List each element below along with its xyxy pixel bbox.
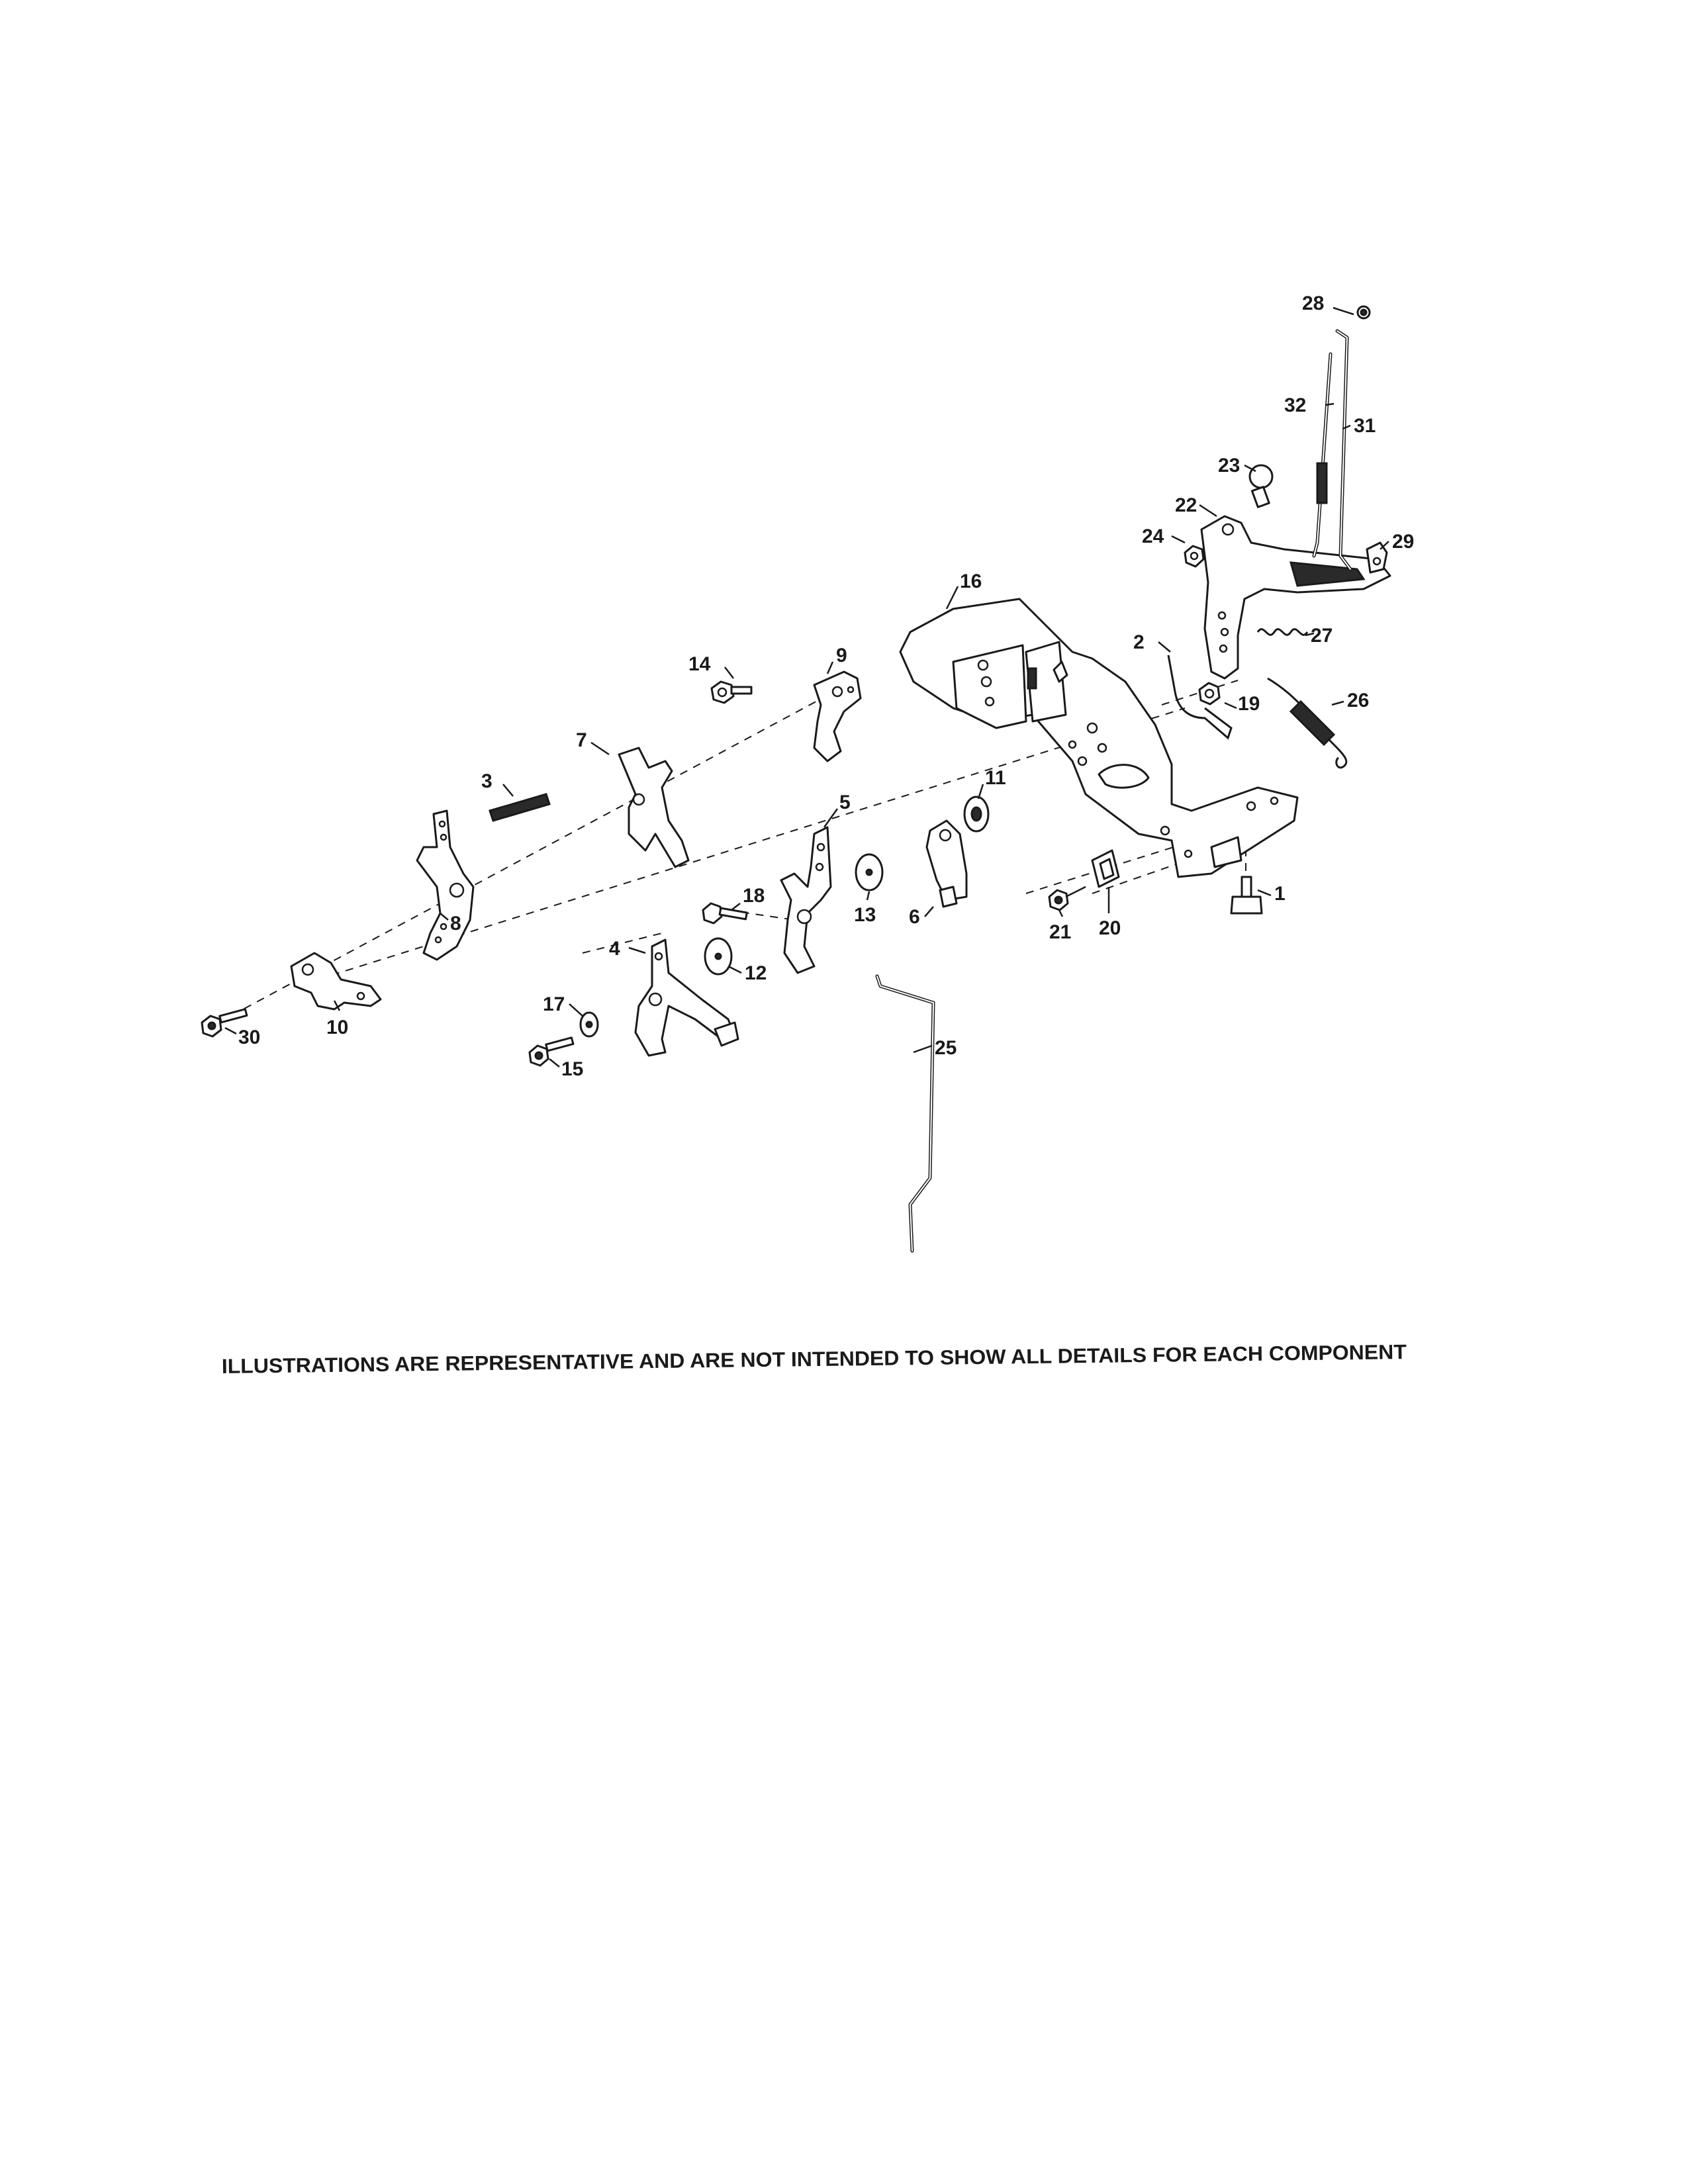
part-6-arm: [927, 821, 966, 907]
part-13-washer: [856, 854, 882, 890]
callout-19: 19: [1238, 693, 1260, 715]
part-28-cotter-pin: [1358, 306, 1370, 318]
part-23-knob: [1250, 465, 1272, 507]
callout-22: 22: [1175, 494, 1197, 516]
callout-25: 25: [935, 1037, 957, 1059]
callout-24: 24: [1142, 525, 1164, 547]
part-25-rod: [877, 976, 933, 1251]
callout-2: 2: [1133, 631, 1145, 653]
part-14-nut: [712, 682, 751, 703]
callout-3: 3: [481, 770, 492, 792]
part-29-clip: [1367, 543, 1387, 572]
callout-4: 4: [609, 938, 620, 960]
callout-6: 6: [909, 906, 920, 928]
callout-20: 20: [1099, 917, 1121, 939]
disclaimer-text: ILLUSTRATIONS ARE REPRESENTATIVE AND ARE NOT INTENDED TO SHOW ALL DETAILS FOR EACH COMPONENT: [221, 1340, 1370, 1378]
part-32-rod-with-spring: [1314, 354, 1331, 556]
callout-14: 14: [688, 653, 711, 675]
callout-18: 18: [743, 885, 765, 907]
callout-1: 1: [1274, 883, 1286, 905]
part-21-bolt: [1049, 887, 1086, 910]
callout-23: 23: [1218, 455, 1241, 477]
callout-16: 16: [960, 570, 982, 592]
part-20-clip-bracket: [1092, 850, 1119, 887]
callout-5: 5: [839, 792, 851, 813]
callout-32: 32: [1284, 394, 1307, 416]
part-27-small-spring: [1258, 629, 1307, 635]
part-7-bracket: [619, 748, 688, 867]
callout-30: 30: [238, 1026, 261, 1048]
part-11-washer: [964, 797, 988, 831]
callout-9: 9: [836, 645, 847, 666]
callout-7: 7: [576, 729, 587, 751]
part-19-nut: [1199, 683, 1219, 704]
callout-27: 27: [1311, 625, 1333, 647]
callout-21: 21: [1049, 921, 1072, 943]
part-1-bolt: [1231, 877, 1262, 913]
callout-15: 15: [561, 1058, 584, 1080]
callout-29: 29: [1392, 531, 1415, 553]
part-22-lever-plate: [1201, 516, 1390, 678]
part-31-rod: [1337, 331, 1350, 569]
part-9-link: [814, 672, 861, 761]
callout-10: 10: [326, 1017, 349, 1038]
callout-31: 31: [1354, 415, 1376, 437]
part-26-extension-spring: [1268, 678, 1346, 768]
part-5-lever: [781, 827, 831, 973]
part-17-washer: [581, 1013, 598, 1036]
callout-11: 11: [985, 767, 1006, 789]
part-10-plate: [291, 953, 381, 1009]
callout-26: 26: [1347, 690, 1370, 711]
part-18-bolt: [703, 903, 747, 923]
callout-8: 8: [450, 913, 461, 934]
callout-12: 12: [745, 962, 767, 984]
axis-bolt-15: [583, 933, 662, 953]
callout-13: 13: [854, 904, 876, 926]
part-12-washer: [705, 938, 731, 974]
part-3-spring: [490, 794, 549, 821]
callout-28: 28: [1302, 293, 1325, 314]
part-8-lever: [417, 811, 473, 960]
part-24-nut: [1185, 546, 1203, 567]
callout-17: 17: [543, 993, 565, 1015]
